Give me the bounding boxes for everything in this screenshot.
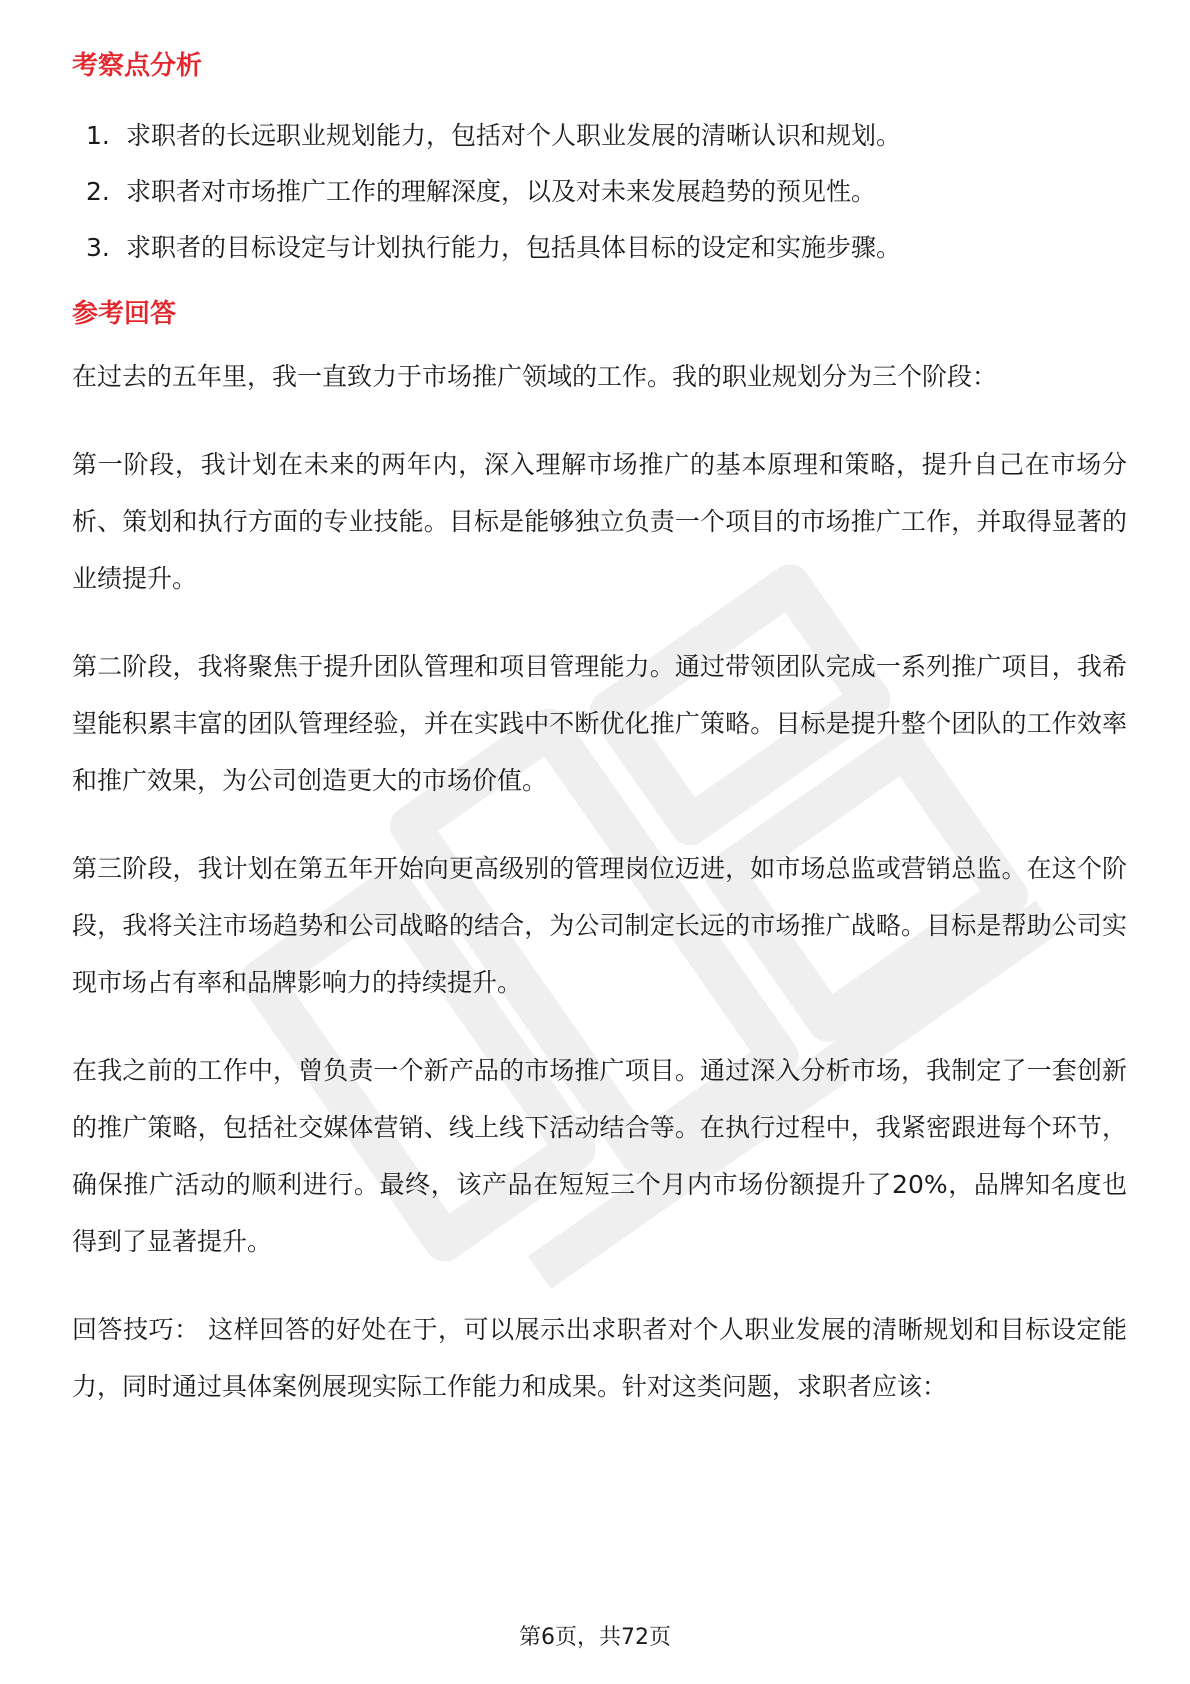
analysis-points-list (72, 108, 1127, 276)
analysis-heading: 考察点分析 (72, 51, 203, 81)
list-text: 求职者的目标设定与计划执行能力，包括具体目标的设定和实施步骤。 (126, 233, 902, 262)
list-item (86, 164, 1127, 220)
answer-paragraph: 第二阶段，我将聚焦于提升团队管理和项目管理能力。通过带领团队完成一系列推广项目，我希望能积累丰富的团队管理经验，并在实践中不断优化推广策略。目标是提升整个团队的工作效率和推广效果，为公司创造更大的市场价值。 (72, 652, 1127, 795)
list-text: 求职者的长远职业规划能力，包括对个人职业发展的清晰认识和规划。 (126, 121, 902, 150)
main-content (72, 46, 1127, 1446)
answer-paragraph: 第三阶段，我计划在第五年开始向更高级别的管理岗位迈进，如市场总监或营销总监。在这个阶段，我将关注市场趋势和公司战略的结合，为公司制定长远的市场推广战略。目标是帮助公司实现市场占有率和品牌影响力的持续提升。 (72, 854, 1127, 997)
list-number: 3. (86, 233, 110, 262)
list-number: 2. (86, 177, 110, 206)
list-item (86, 108, 1127, 164)
list-text: 求职者对市场推广工作的理解深度，以及对未来发展趋势的预见性。 (126, 177, 877, 206)
answer-paragraph: 在我之前的工作中，曾负责一个新产品的市场推广项目。通过深入分析市场，我制定了一套创新的推广策略，包括社交媒体营销、线上线下活动结合等。在执行过程中，我紧密跟进每个环节，确保推广活动的顺利进行。最终，该产品在短短三个月内市场份额提升了20%，品牌知名度也得到了显著提升。 (72, 1056, 1127, 1256)
answer-paragraph: 第一阶段，我计划在未来的两年内，深入理解市场推广的基本原理和策略，提升自己在市场分析、策划和执行方面的专业技能。目标是能够独立负责一个项目的市场推广工作，并取得显著的业绩提升。 (72, 450, 1127, 593)
answer-heading: 参考回答 (72, 299, 177, 329)
answer-tips-paragraph: 回答技巧： 这样回答的好处在于，可以展示出求职者对个人职业发展的清晰规划和目标设定能力，同时通过具体案例展现实际工作能力和成果。针对这类问题，求职者应该： (72, 1315, 1127, 1401)
list-item (86, 220, 1127, 276)
answer-paragraph: 在过去的五年里，我一直致力于市场推广领域的工作。我的职业规划分为三个阶段： (72, 362, 998, 391)
list-number: 1. (86, 121, 110, 150)
page-number: 第6页，共72页 (519, 1625, 671, 1650)
